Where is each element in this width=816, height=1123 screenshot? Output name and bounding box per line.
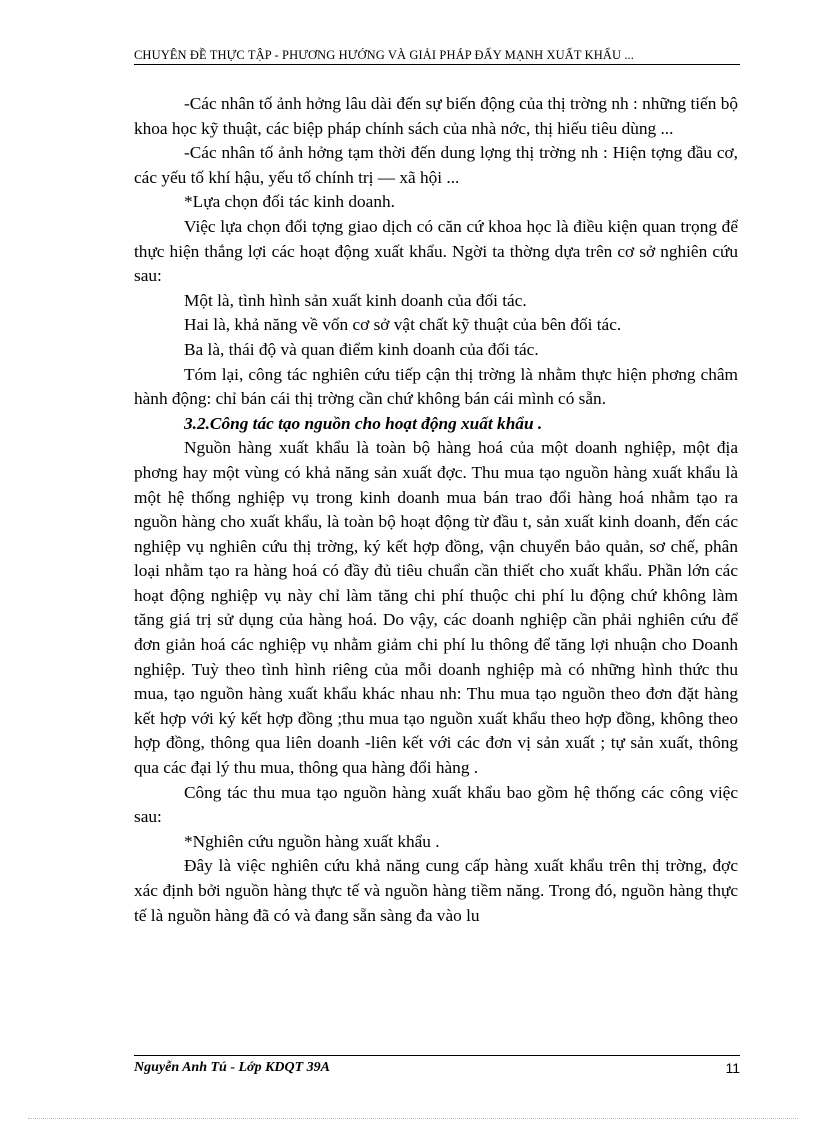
paragraph: Việc lựa chọn đối tợng giao dịch có căn cứ khoa học là điều kiện quan trọng để thực hiện thắng lợi các hoạt động xuất khẩu. Ngời ta thờng dựa trên cơ sở nghiên cứu sau: (134, 216, 738, 286)
document-body (134, 92, 738, 928)
footer-author: Nguyễn Anh Tú - Lớp KDQT 39A (134, 1060, 331, 1075)
page-bottom-edge (28, 1118, 798, 1119)
paragraph: -Các nhân tố ảnh hởng tạm thời đến dung lợng thị trờng nh : Hiện tợng đầu cơ, các yếu tố khí hậu, yếu tố chính trị — xã hội ... (134, 143, 738, 187)
paragraph: Nguồn hàng xuất khẩu là toàn bộ hàng hoá của một doanh nghiệp, một địa phơng hay một vùng có khả năng sản xuất đợc. Thu mua tạo nguồn hàng xuất khẩu là một hệ thống nghiệp vụ trong kinh doanh mua bán trao đổi hàng hoá nhằm tạo ra nguồn hàng cho xuất khẩu, là toàn bộ hoạt động từ đầu t, sản xuất kinh doanh, đến các nghiệp vụ nghiên cứu thị trờng, ký kết hợp đồng, vận chuyển bảo quản, sơ chế, phân loại nhằm tạo ra hàng hoá có đầy đủ tiêu chuẩn cần thiết cho xuất khẩu. Phần lớn các hoạt động nghiệp vụ này chỉ làm tăng chi phí thuộc chi phí lu động chứ không làm tăng giá trị sử dụng của hàng hoá. Do vậy, các doanh nghiệp cần phải nghiên cứu để đơn giản hoá các nghiệp vụ nhằm giảm chi phí lu thông để tăng lợi nhuận cho Doanh nghiệp. Tuỳ theo tình hình riêng của mỗi doanh nghiệp mà có những hình thức thu mua, tạo nguồn hàng xuất khẩu khác nhau nh: Thu mua tạo nguồn theo đơn đặt hàng kết hợp với ký kết hợp đồng ;thu mua tạo nguồn xuất khẩu theo hợp đồng, không theo hợp đồng, thông qua liên doanh -liên kết với các đơn vị sản xuất ; tự sản xuất, thông qua các đại lý thu mua, thông qua hàng đổi hàng . (134, 438, 738, 778)
paragraph: Tóm lại, công tác nghiên cứu tiếp cận thị trờng là nhằm thực hiện phơng châm hành động: chỉ bán cái thị trờng cần chứ không bán cái mình có sẵn. (134, 364, 738, 409)
paragraph: Hai là, khả năng về vốn cơ sở vật chất kỹ thuật của bên đối tác. (184, 315, 622, 335)
paragraph: *Lựa chọn đối tác kinh doanh. (184, 192, 395, 212)
paragraph: *Nghiên cứu nguồn hàng xuất khẩu . (184, 831, 440, 851)
paragraph: Công tác thu mua tạo nguồn hàng xuất khẩu bao gồm hệ thống các công việc sau: (134, 782, 738, 827)
page-number: 11 (725, 1060, 740, 1076)
section-heading: 3.2.Công tác tạo nguồn cho hoạt động xuất khẩu . (184, 413, 543, 433)
paragraph: -Các nhân tố ảnh hởng lâu dài đến sự biến động của thị trờng nh : những tiến bộ khoa học kỹ thuật, các biệp pháp chính sách của nhà nớc, thị hiếu tiêu dùng ... (134, 94, 738, 138)
running-header: CHUYÊN ĐỀ THỰC TẬP - PHƯƠNG HƯỚNG VÀ GIẢI PHÁP ĐẨY MẠNH XUẤT KHẨU ... (134, 48, 740, 65)
footer-divider (134, 1055, 740, 1056)
paragraph: Một là, tình hình sản xuất kinh doanh của đối tác. (184, 290, 527, 310)
paragraph: Đây là việc nghiên cứu khả năng cung cấp hàng xuất khẩu trên thị trờng, đợc xác định bởi nguồn hàng thực tế và nguồn hàng tiềm năng. Trong đó, nguồn hàng thực tế là nguồn hàng đã có và đang sẵn sàng đa vào lu (134, 856, 738, 925)
paragraph: Ba là, thái độ và quan điểm kinh doanh của đối tác. (184, 339, 539, 359)
